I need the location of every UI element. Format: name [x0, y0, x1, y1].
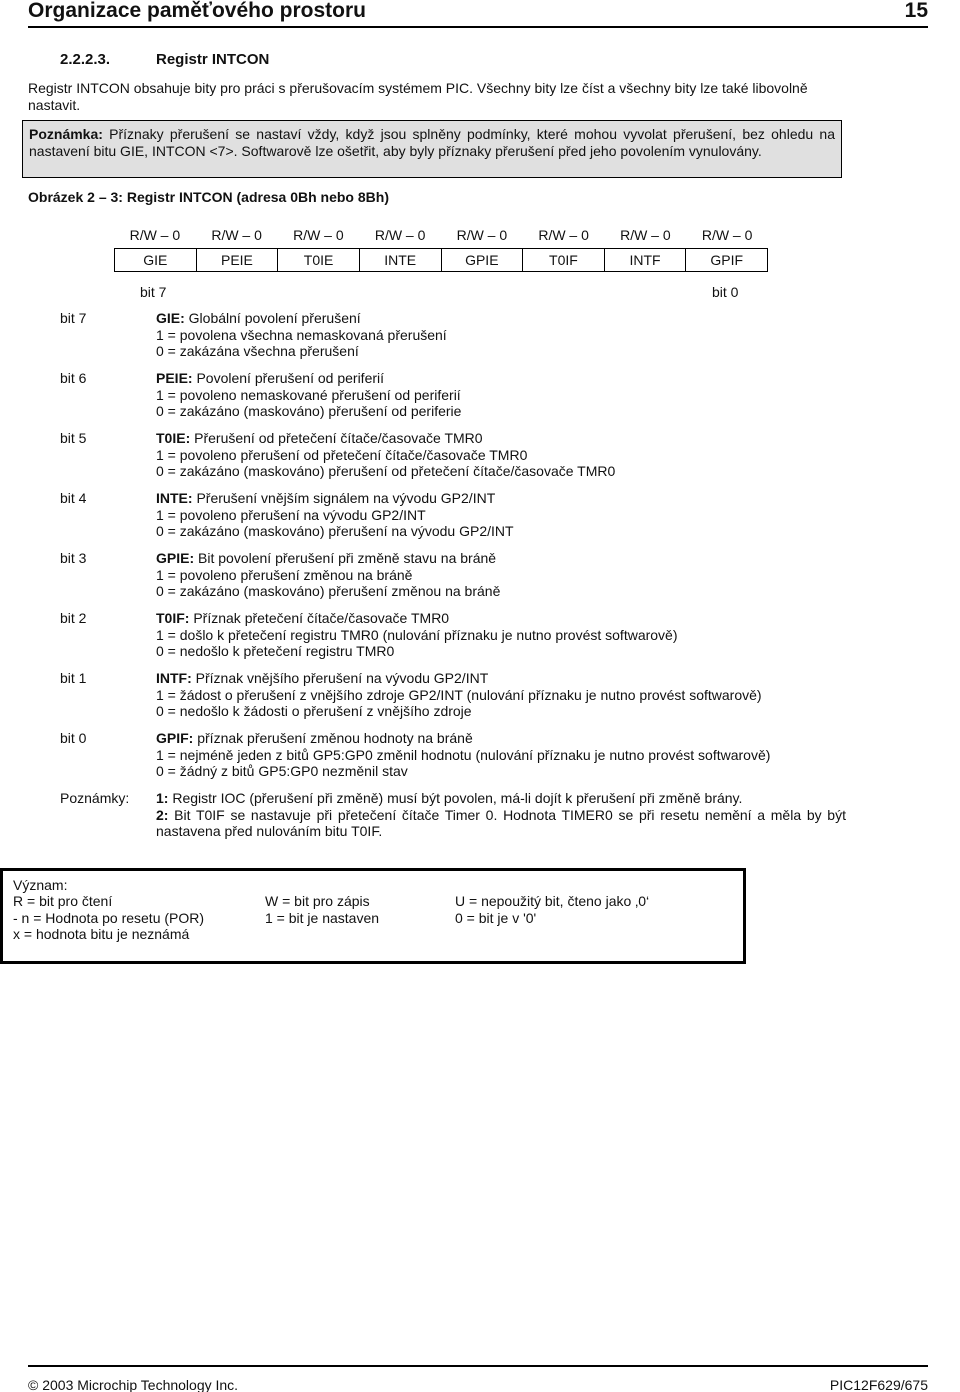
footer-device: PIC12F629/675 [829, 1377, 928, 1392]
page-header [28, 0, 928, 28]
register-access-row [114, 227, 768, 244]
legend-title: Význam: [13, 877, 68, 893]
legend-column-1 [13, 893, 204, 943]
bit-value-one: 1 = povoleno přerušení změnou na bráně [156, 566, 413, 583]
bit-mnemonic: GIE: [156, 310, 185, 326]
msb-label: bit 7 [140, 284, 167, 300]
bit-value-zero: 0 = žádný z bitů GP5:GP0 nezměnil stav [156, 763, 408, 779]
bit-mnemonic: INTE: [156, 490, 193, 506]
note-box [22, 120, 842, 178]
note-1-text: Registr IOC (přerušení při změně) musí být povolen, má-li dojít k přerušení při změně brány. [168, 790, 743, 806]
register-bit-cell: T0IF [523, 249, 605, 272]
legend-box [0, 868, 746, 964]
register-bit-cell: GIE [115, 249, 197, 272]
note-2-text: Bit T0IF se nastavuje při přetečení čítače Timer 0. Hodnota TIMER0 se při resetu nemění a měla by být nastavena před nulováním bitu T0IF. [156, 806, 846, 839]
legend-column-3 [455, 893, 649, 926]
register-bit-row [115, 249, 768, 272]
bit-value-one: 1 = povoleno přerušení na vývodu GP2/INT [156, 506, 426, 523]
figure-caption: Obrázek 2 – 3: Registr INTCON (adresa 0Bh nebo 8Bh) [28, 189, 389, 205]
lsb-label: bit 0 [712, 284, 739, 300]
bit-value-zero: 0 = zakázáno (maskováno) přerušení od periferie [156, 403, 462, 419]
bit-mnemonic: GPIF: [156, 730, 194, 746]
bit-title: Příznak přetečení čítače/časovače TMR0 [189, 610, 450, 626]
bit-mnemonic: GPIE: [156, 550, 195, 566]
note-label: Poznámka: [29, 126, 103, 142]
legend-reset: - n = Hodnota po resetu (POR) [13, 909, 205, 926]
bit-title: Přerušení vnějším signálem na vývodu GP2/INT [192, 490, 496, 506]
access-bit-1: R/W – 0 [620, 227, 671, 243]
bit-number: bit 6 [60, 370, 87, 386]
bit-number: bit 4 [60, 490, 87, 506]
bit-description-text [156, 430, 615, 480]
legend-unused: U = nepoužitý bit, čteno jako ‚0‘ [455, 893, 650, 909]
bit-number: bit 3 [60, 550, 87, 566]
bit-value-one: 1 = žádost o přerušení z vnějšího zdroje GP2/INT (nulování příznaku je nutno provést softwarově) [156, 686, 762, 703]
section-heading [60, 52, 269, 69]
bit-mnemonic: PEIE: [156, 370, 193, 386]
page-footer [28, 1365, 928, 1392]
access-bit-5: R/W – 0 [293, 227, 344, 243]
bit-number: bit 1 [60, 670, 87, 686]
bit-number: bit 0 [60, 730, 87, 746]
register-bit-cell: GPIE [441, 249, 523, 272]
bit-title: Bit povolení přerušení při změně stavu na bráně [194, 550, 497, 566]
bit-mnemonic: INTF: [156, 670, 192, 686]
page-number: 15 [904, 0, 928, 22]
bit-mnemonic: T0IE: [156, 430, 191, 446]
access-bit-6: R/W – 0 [211, 227, 262, 243]
bit-description-text [156, 610, 678, 660]
register-bit-table [114, 248, 768, 272]
chapter-title: Organizace paměťového prostoru [28, 0, 366, 22]
register-bit-cell: INTF [604, 249, 686, 272]
legend-column-2 [265, 893, 379, 926]
bit-value-one: 1 = povoleno přerušení od přetečení čítače/časovače TMR0 [156, 446, 528, 463]
bit-description-text [156, 310, 447, 360]
bit-description-text [156, 670, 762, 720]
note-2 [156, 807, 846, 840]
note-1 [156, 790, 846, 807]
note-1-label: 1: [156, 790, 169, 806]
bit-value-zero: 0 = nedošlo k žádosti o přerušení z vnějšího zdroje [156, 703, 472, 719]
bit-value-zero: 0 = zakázáno (maskováno) přerušení změnou na bráně [156, 583, 501, 599]
bit-description-text [156, 550, 500, 600]
bit-value-zero: 0 = zakázáno (maskováno) přerušení na vývodu GP2/INT [156, 523, 514, 539]
bit-number: bit 5 [60, 430, 87, 446]
bit-title: Globální povolení přerušení [184, 310, 361, 326]
footer-copyright: © 2003 Microchip Technology Inc. [28, 1377, 239, 1392]
notes-label: Poznámky: [60, 790, 130, 806]
legend-set: 1 = bit je nastaven [265, 909, 380, 926]
bit-number: bit 2 [60, 610, 87, 626]
legend-clear: 0 = bit je v '0' [455, 909, 537, 926]
access-bit-0: R/W – 0 [701, 227, 753, 243]
bit-description-text [156, 490, 514, 540]
bit-title: Povolení přerušení od periferií [192, 370, 385, 386]
bit-value-one: 1 = došlo k přetečení registru TMR0 (nulování příznaku je nutno provést softwarově) [156, 626, 678, 643]
access-bit-4: R/W – 0 [374, 227, 426, 243]
bit-description-text [156, 370, 461, 420]
bit-mnemonic: T0IF: [156, 610, 190, 626]
section-title: Registr INTCON [156, 51, 270, 68]
bit-value-zero: 0 = nedošlo k přetečení registru TMR0 [156, 643, 395, 659]
access-bit-7: R/W – 0 [129, 227, 181, 243]
notes-text [156, 790, 846, 840]
intro-paragraph: Registr INTCON obsahuje bity pro práci s přerušovacím systémem PIC. Všechny bity lze číst a všechny bity lze také libovolně nastavit. [28, 80, 808, 113]
bit-value-one: 1 = povoleno nemaskované přerušení od periferií [156, 386, 461, 403]
bit-value-one: 1 = nejméně jeden z bitů GP5:GP0 změnil hodnotu (nulování příznaku je nutno provést softwarově) [156, 746, 771, 763]
bit-title: příznak přerušení změnou hodnoty na bráně [193, 730, 473, 746]
legend-write: W = bit pro zápis [265, 893, 370, 909]
bit-value-one: 1 = povolena všechna nemaskovaná přerušení [156, 326, 447, 343]
bit-value-zero: 0 = zakázána všechna přerušení [156, 343, 359, 359]
register-bit-cell: PEIE [196, 249, 278, 272]
note-text: Příznaky přerušení se nastaví vždy, když jsou splněny podmínky, které mohou vyvolat přerušení, bez ohledu na nastavení bitu GIE, INTCON <7>. Softwarově lze ošetřit, aby byly příznaky přerušení před jeho povolením vynulovány. [29, 126, 835, 159]
legend-unknown: x = hodnota bitu je neznámá [13, 926, 190, 942]
bit-number: bit 7 [60, 310, 87, 326]
bit-value-zero: 0 = zakázáno (maskováno) přerušení od přetečení čítače/časovače TMR0 [156, 463, 616, 479]
access-bit-2: R/W – 0 [538, 227, 589, 243]
access-bit-3: R/W – 0 [456, 227, 508, 243]
section-number: 2.2.2.3. [60, 51, 111, 68]
bit-title: Přerušení od přetečení čítače/časovače TMR0 [190, 430, 483, 446]
register-bit-cell: T0IE [278, 249, 360, 272]
note-2-label: 2: [156, 806, 169, 823]
register-bit-cell: GPIF [686, 249, 768, 272]
register-bit-cell: INTE [359, 249, 441, 272]
bit-description-text [156, 730, 770, 780]
bit-title: Příznak vnějšího přerušení na vývodu GP2/INT [191, 670, 489, 686]
legend-read: R = bit pro čtení [13, 893, 113, 909]
